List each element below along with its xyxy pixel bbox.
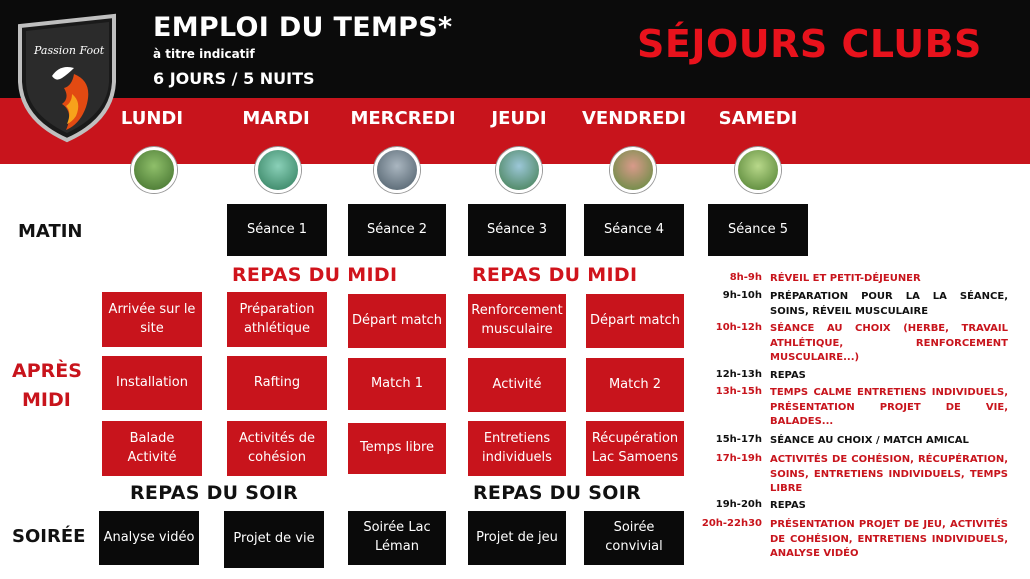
afternoon-mardi-3: Activités de cohésion	[227, 421, 327, 476]
schedule-time: 8h-9h	[729, 272, 762, 283]
afternoon-lundi-1: Arrivée sur le site	[102, 292, 202, 347]
stay-duration: 6 JOURS / 5 NUITS	[153, 69, 315, 88]
morning-jeudi: Séance 3	[468, 204, 566, 256]
afternoon-vendredi-2: Match 2	[586, 358, 684, 412]
afternoon-vendredi-1: Départ match	[586, 294, 684, 348]
afternoon-mardi-2: Rafting	[227, 356, 327, 410]
afternoon-jeudi-1: Renforcement musculaire	[468, 294, 566, 348]
evening-mardi: Projet de vie	[224, 511, 324, 568]
afternoon-vendredi-3: Récupération Lac Samoens	[586, 421, 684, 476]
schedule-time: 15h-17h	[715, 434, 762, 445]
day-vendredi: VENDREDI	[581, 108, 687, 129]
afternoon-mercredi-3: Temps libre	[348, 423, 446, 474]
afternoon-lundi-3: Balade Activité	[102, 421, 202, 476]
row-label-matin: MATIN	[18, 221, 83, 242]
meal-soir-2: REPAS DU SOIR	[473, 482, 642, 504]
schedule-desc: PRÉSENTATION PROJET DE JEU, ACTIVITÉS DE COHÉSION, ENTRETIENS INDIVIDUELS, ANALYSE VIDÉO	[770, 519, 1008, 559]
schedule-time: 20h-22h30	[701, 518, 762, 529]
svg-text:Passion Foot: Passion Foot	[34, 44, 105, 57]
schedule-desc: SÉANCE AU CHOIX (HERBE, TRAVAIL ATHLÉTIQUE, RENFORCEMENT MUSCULAIRE...)	[770, 323, 1008, 363]
evening-mercredi: Soirée Lac Léman	[348, 511, 446, 565]
afternoon-mercredi-1: Départ match	[348, 294, 446, 348]
schedule-item	[700, 322, 1010, 366]
schedule-desc: PRÉPARATION POUR LA LA SÉANCE, SOINS, RÉVEIL MUSCULAIRE	[770, 291, 1008, 317]
schedule-time: 13h-15h	[715, 386, 762, 397]
photo-jeudi	[496, 147, 542, 193]
meal-midi-1: REPAS DU MIDI	[232, 264, 398, 286]
brand-title: SÉJOURS CLUBS	[637, 22, 982, 66]
afternoon-mardi-1: Préparation athlétique	[227, 292, 327, 347]
photo-mardi	[255, 147, 301, 193]
schedule-time: 10h-12h	[715, 322, 762, 333]
schedule-desc: TEMPS CALME ENTRETIENS INDIVIDUELS, PRÉSENTATION PROJET DE VIE, BALADES...	[770, 387, 1008, 427]
schedule-desc: REPAS	[770, 500, 806, 511]
schedule-item	[700, 434, 1010, 446]
schedule-desc: RÉVEIL ET PETIT-DÉJEUNER	[770, 273, 921, 284]
meal-midi-2: REPAS DU MIDI	[472, 264, 638, 286]
schedule-item	[700, 386, 1010, 430]
morning-vendredi: Séance 4	[584, 204, 684, 256]
row-label-midi: MIDI	[22, 389, 71, 411]
evening-vendredi: Soirée convivial	[584, 511, 684, 565]
schedule-item	[700, 272, 1010, 284]
morning-samedi: Séance 5	[708, 204, 808, 256]
day-jeudi: JEUDI	[491, 108, 547, 129]
schedule-time: 19h-20h	[715, 499, 762, 510]
morning-mardi: Séance 1	[227, 204, 327, 256]
schedule-desc: ACTIVITÉS DE COHÉSION, RÉCUPÉRATION, SOINS, ENTRETIENS INDIVIDUELS, TEMPS LIBRE	[770, 454, 1008, 494]
photo-samedi	[735, 147, 781, 193]
schedule-item	[700, 369, 1010, 381]
afternoon-jeudi-2: Activité	[468, 358, 566, 412]
photo-lundi	[131, 147, 177, 193]
page-subtitle: à titre indicatif	[153, 47, 255, 61]
page-title: EMPLOI DU TEMPS*	[153, 12, 453, 43]
schedule-time: 12h-13h	[715, 369, 762, 380]
meal-soir-1: REPAS DU SOIR	[130, 482, 299, 504]
row-label-apres: APRÈS	[12, 360, 82, 382]
schedule-item	[700, 453, 1010, 497]
schedule-desc: SÉANCE AU CHOIX / MATCH AMICAL	[770, 435, 969, 446]
schedule-desc: REPAS	[770, 370, 806, 381]
day-mardi: MARDI	[242, 108, 310, 129]
schedule-item	[700, 499, 1010, 511]
evening-jeudi: Projet de jeu	[468, 511, 566, 565]
photo-vendredi	[610, 147, 656, 193]
morning-mercredi: Séance 2	[348, 204, 446, 256]
afternoon-mercredi-2: Match 1	[348, 358, 446, 410]
photo-mercredi	[374, 147, 420, 193]
row-label-soiree: SOIRÉE	[12, 526, 86, 547]
schedule-item	[700, 518, 1010, 562]
schedule-time: 17h-19h	[715, 453, 762, 464]
day-samedi: SAMEDI	[718, 108, 798, 129]
schedule-item	[700, 290, 1010, 318]
day-lundi: LUNDI	[120, 108, 184, 129]
afternoon-jeudi-3: Entretiens individuels	[468, 421, 566, 476]
schedule-time: 9h-10h	[722, 290, 762, 301]
afternoon-lundi-2: Installation	[102, 356, 202, 410]
day-mercredi: MERCREDI	[350, 108, 456, 129]
evening-lundi: Analyse vidéo	[99, 511, 199, 565]
